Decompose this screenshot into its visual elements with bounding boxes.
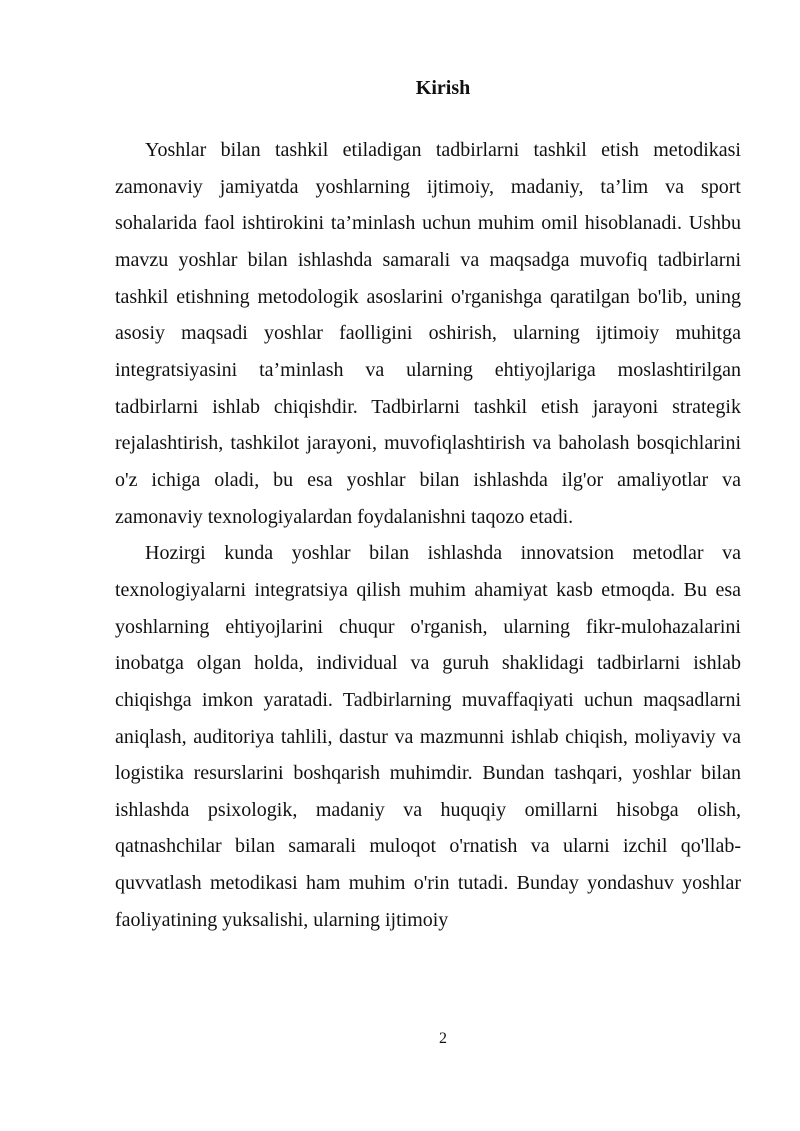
paragraph-2: Hozirgi kunda yoshlar bilan ishlashda innovatsion metodlar va texnologiyalarni integratsiya qilish muhim ahamiyat kasb etmoqda. Bu esa yoshlarning ehtiyojlarini chuqur o'rganish, ularning fikr-mulohazalarini inobatga olgan holda, individual va guruh shaklidagi tadbirlarni ishlab chiqishga imkon yaratadi. Tadbirlarning muvaffaqiyati uchun maqsadlarni aniqlash, auditoriya tahlili, dastur va mazmunni ishlab chiqish, moliyaviy va logistika resurslarini boshqarish muhimdir. Bundan tashqari, yoshlar bilan ishlashda psixologik, madaniy va huquqiy omillarni hisobga olish, qatnashchilar bilan samarali muloqot o'rnatish va ularni izchil qo'llab-quvvatlash metodikasi ham muhim o'rin tutadi. Bunday yondashuv yoshlar faoliyatining yuksalishi, ularning ijtimoiy: [115, 542, 741, 931]
page-title: Kirish: [415, 77, 471, 99]
paragraph-1: Yoshlar bilan tashkil etiladigan tadbirlarni tashkil etish metodikasi zamonaviy jamiyatda yoshlarning ijtimoiy, madaniy, ta’lim va sport sohalarida faol ishtirokini ta’minlash uchun muhim omil hisoblanadi. Ushbu mavzu yoshlar bilan ishlashda samarali va maqsadga muvofiq tadbirlarni tashkil etishning metodologik asoslarini o'rganishga qaratilgan bo'lib, uning asosiy maqsadi yoshlar faolligini oshirish, ularning ijtimoiy muhitga integratsiyasini ta’minlash va ularning ehtiyojlariga moslashtirilgan tadbirlarni ishlab chiqishdir. Tadbirlarni tashkil etish jarayoni strategik rejalashtirish, tashkilot jarayoni, muvofiqlashtirish va baholash bosqichlarini o'z ichiga oladi, bu esa yoshlar bilan ishlashda ilg'or amaliyotlar va zamonaviy texnologiyalardan foydalanishni taqozo etadi.: [115, 139, 741, 528]
page-number: 2: [439, 1030, 447, 1047]
body-text: [115, 132, 741, 938]
